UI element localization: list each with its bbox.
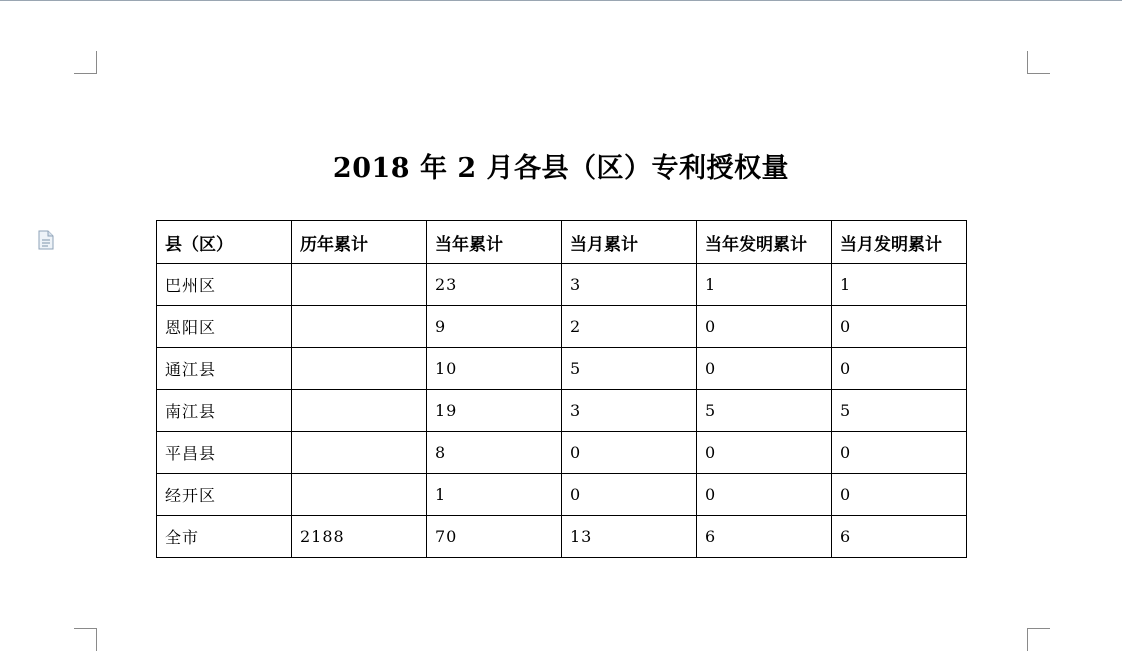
table-cell: 23 [427,264,562,306]
window-top-border [0,0,1122,1]
table-row [157,474,967,516]
table-cell [292,348,427,390]
table-cell: 平昌县 [157,432,292,474]
table-row-total [157,516,967,558]
crop-mark-top-left [74,51,97,74]
document-icon[interactable] [38,230,54,250]
column-header-historical-total: 历年累计 [292,221,427,264]
column-header-month-invention-total: 当月发明累计 [832,221,967,264]
table-cell: 19 [427,390,562,432]
table-cell: 0 [832,432,967,474]
table-cell: 2 [562,306,697,348]
table-cell: 2188 [292,516,427,558]
table-cell: 8 [427,432,562,474]
table-cell: 0 [697,348,832,390]
table-cell: 0 [697,306,832,348]
table-cell: 0 [832,348,967,390]
patent-table [156,220,967,558]
table-cell: 1 [697,264,832,306]
table-cell: 3 [562,264,697,306]
table-cell: 0 [562,474,697,516]
table-row [157,432,967,474]
table-cell: 南江县 [157,390,292,432]
table-row [157,348,967,390]
table-cell: 5 [832,390,967,432]
table-cell [292,306,427,348]
column-header-year-total: 当年累计 [427,221,562,264]
column-header-year-invention-total: 当年发明累计 [697,221,832,264]
table-cell: 10 [427,348,562,390]
crop-mark-bottom-right [1027,628,1050,651]
table-cell [292,432,427,474]
document-title: 2018 年 2 月各县（区）专利授权量 [332,153,790,184]
table-cell: 1 [427,474,562,516]
table-cell: 0 [697,432,832,474]
table-cell: 0 [832,474,967,516]
table-cell [292,264,427,306]
table-cell: 恩阳区 [157,306,292,348]
table-cell: 经开区 [157,474,292,516]
table-cell: 9 [427,306,562,348]
table-header-row [157,221,967,264]
table-cell: 13 [562,516,697,558]
table-cell: 6 [697,516,832,558]
table-cell: 通江县 [157,348,292,390]
table-cell: 5 [697,390,832,432]
table-row [157,390,967,432]
table-cell: 0 [562,432,697,474]
table-cell: 全市 [157,516,292,558]
table-cell: 巴州区 [157,264,292,306]
crop-mark-top-right [1027,51,1050,74]
table-cell: 0 [832,306,967,348]
table-cell: 5 [562,348,697,390]
column-header-month-total: 当月累计 [562,221,697,264]
crop-mark-bottom-left [74,628,97,651]
table-row [157,264,967,306]
table-cell [292,474,427,516]
table-cell: 1 [832,264,967,306]
table-cell: 70 [427,516,562,558]
column-header-county: 县（区） [157,221,292,264]
table-cell: 6 [832,516,967,558]
table-cell [292,390,427,432]
table-row [157,306,967,348]
table-cell: 0 [697,474,832,516]
table-cell: 3 [562,390,697,432]
